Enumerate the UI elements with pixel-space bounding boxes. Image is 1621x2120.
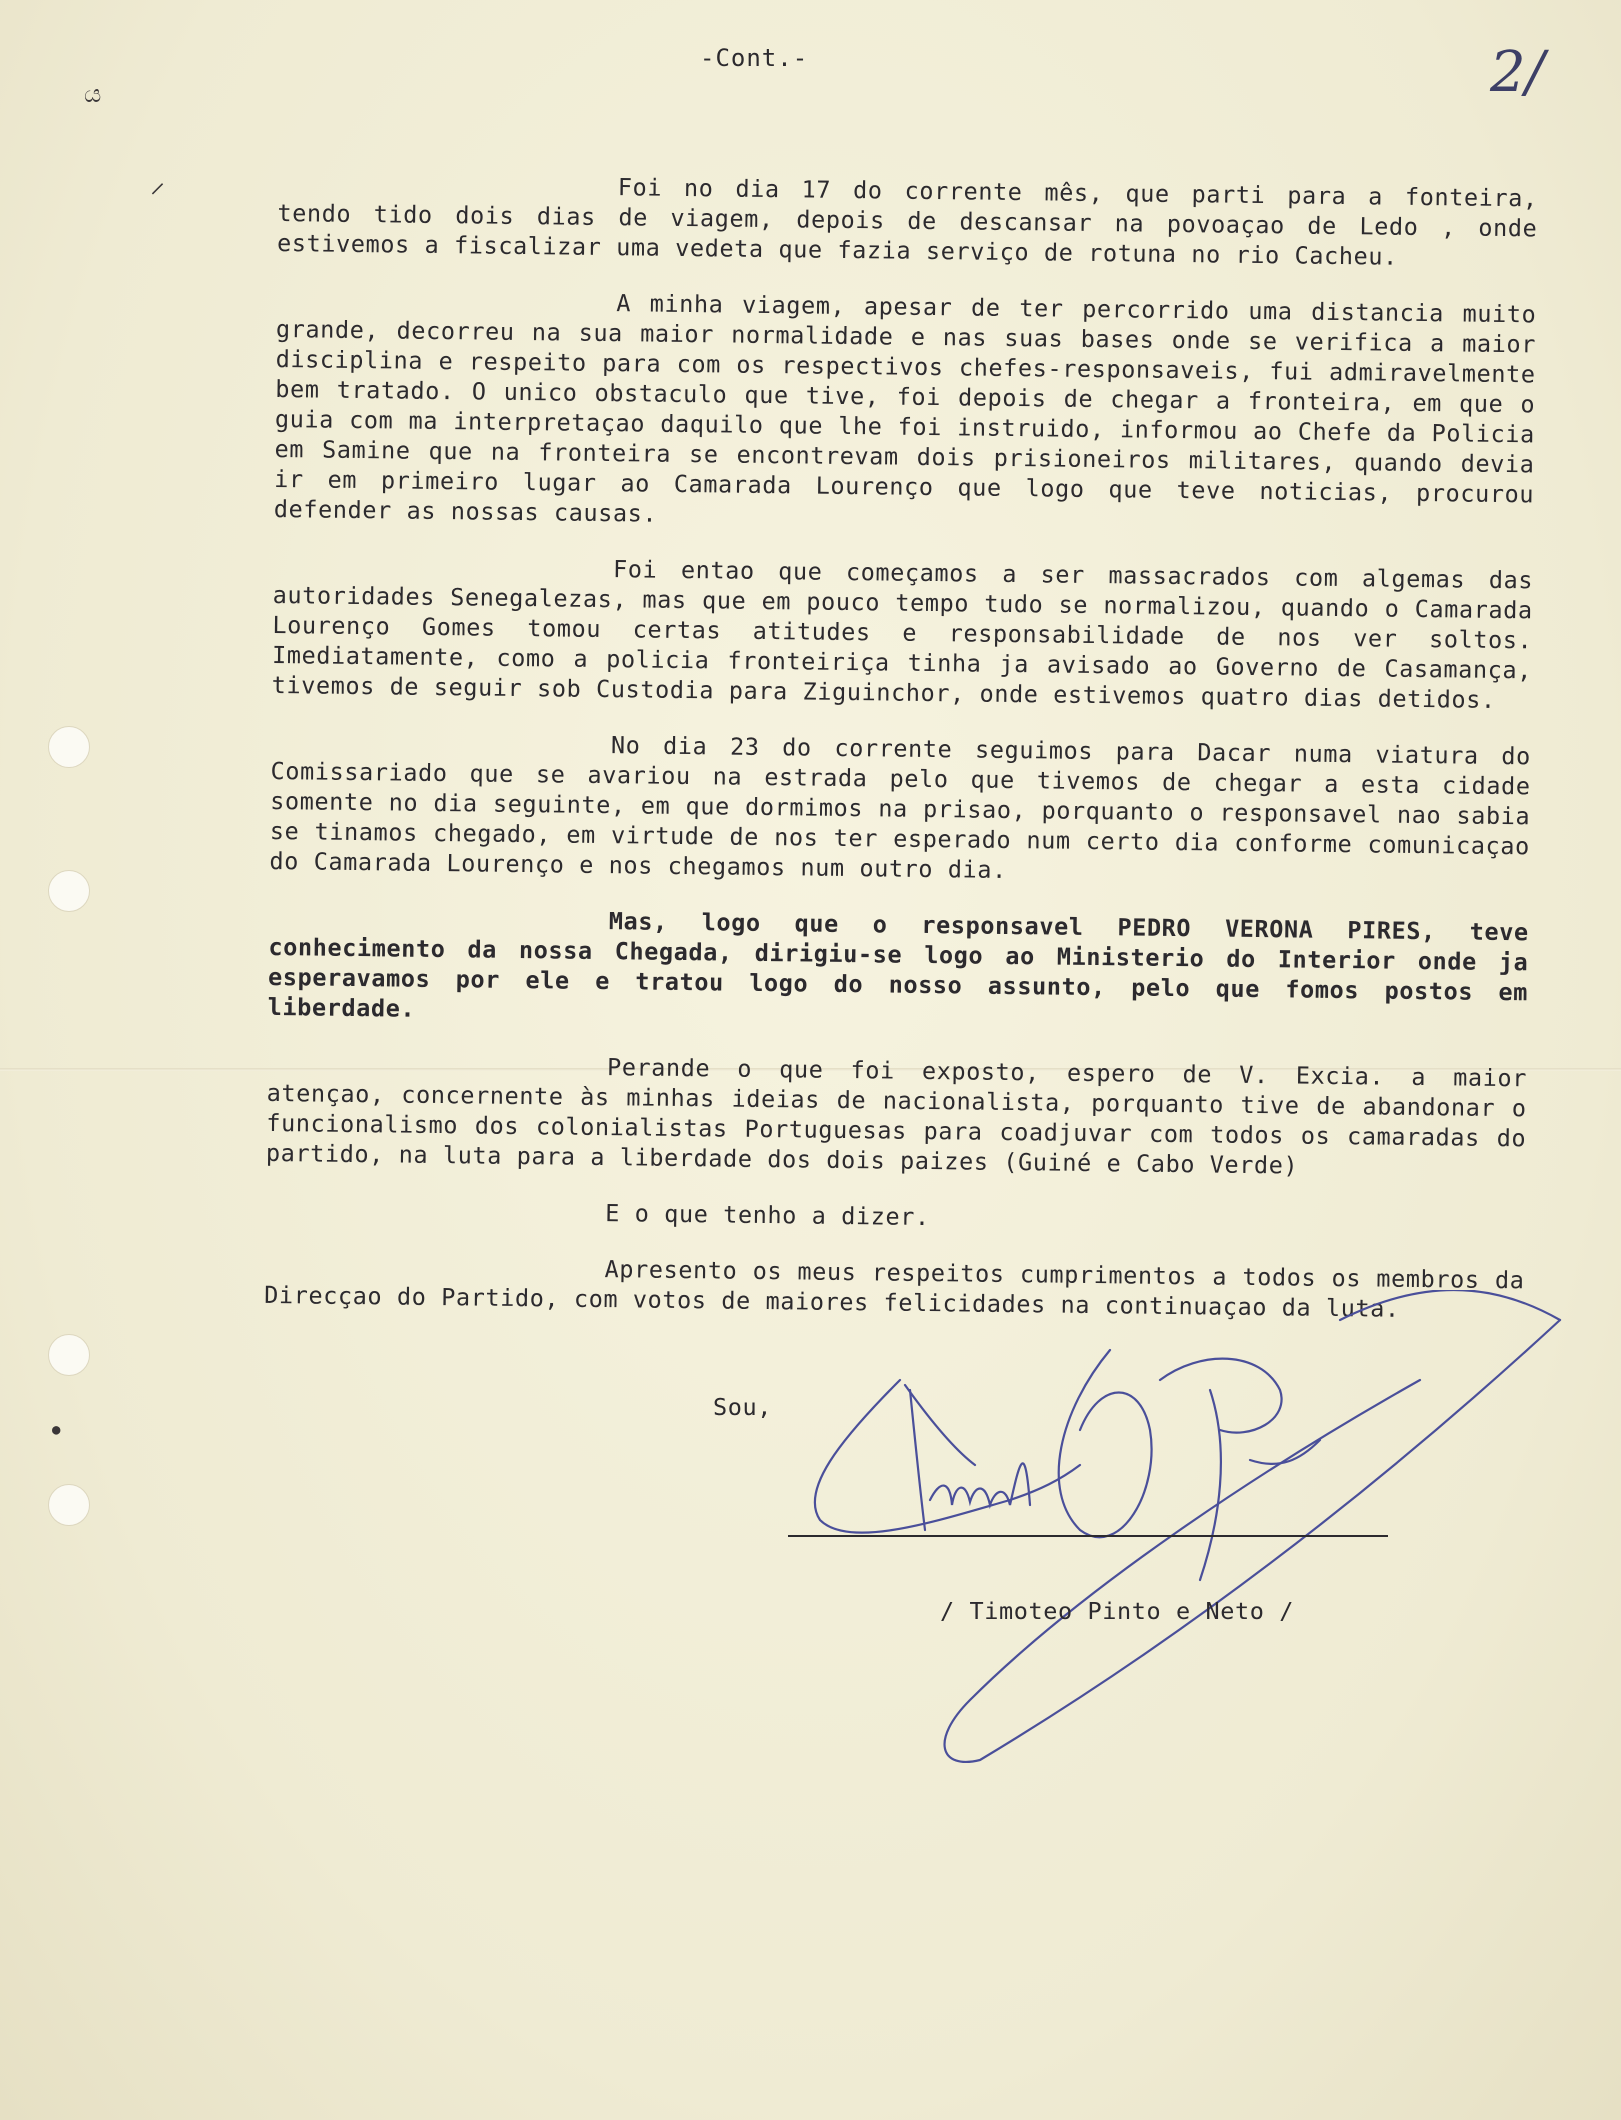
punch-hole <box>48 1334 90 1376</box>
paragraph: E o que tenho a dizer. <box>605 1199 930 1232</box>
page-number: 2/ <box>1490 40 1545 105</box>
paragraph: No dia 23 do corrente seguimos para Dacar numa viatura do Comissariado que se avariou na estrada pelo que tivemos de chegar a esta cidade somente no dia seguinte, em que dormimos na prisao, porquanto o responsavel nao sabia se tinamos chegado, em virtude de nos ter esperado num certo dia conforme comunicaçao do Camarada Lourenço e nos chegamos num outro dia. <box>269 731 1546 884</box>
ink-smudge: ය <box>84 80 102 108</box>
handwritten-signature <box>780 1290 1580 1770</box>
paragraph: Perande o que foi exposto, espero de V. Excia. a maior atençao, concernente às minhas ideias de nacionalista, porquanto tive de abandonar o funcionalismo dos colonialistas Portuguesas para coadjuvar com todos os camaradas do partido, na luta para a liberdade dos dois paizes (Guiné e Cabo Verde) <box>265 1053 1542 1180</box>
signature-line <box>788 1535 1388 1537</box>
ink-mark: ⸝ <box>150 165 165 200</box>
continuation-header: -Cont.- <box>700 44 809 72</box>
ink-dot: ● <box>52 1422 61 1438</box>
closing-salutation: Sou, <box>713 1393 772 1421</box>
punch-hole <box>48 870 90 912</box>
signatory-name: / Timoteo Pinto e Neto / <box>940 1597 1294 1625</box>
paragraph: A minha viagem, apesar de ter percorrido uma distancia muito grande, decorreu na sua maior normalidade e nas suas bases onde se verifica a maior disciplina e respeito para com os respectivos chefes-responsaveis, fui admiravelmente bem tratado. O unico obstaculo que tive, foi depois de chegar a fronteira, em que o guia com ma interpretaçao daquilo que lhe foi instruido, informou ao Chefe da Policia em Samine que na fronteira se encontrevam dois prisioneiros militares, quando devia ir em primeiro lugar ao Camarada Lourenço que logo que teve noticias, procurou defender as nossas causas. <box>273 289 1552 528</box>
paragraph: Foi no dia 17 do corrente mês, que parti para a fonteira, tendo tido dois dias de viagem, depois de descansar na povoaçao de Ledo , onde estivemos a fiscalizar uma vedeta que fazia serviço de rotuna no rio Cacheu. <box>276 173 1553 271</box>
punch-hole <box>48 726 90 768</box>
paragraph: Foi entao que começamos a ser massacrados com algemas das autoridades Senegalezas, mas que em pouco tempo tudo se normalizou, quando o Camarada Lourenço Gomes tomou certas atitudes e responsabilidade de nos ver soltos. Imediatamente, como a policia fronteiriça tinha ja avisado ao Governo de Casamança, tivemos de seguir sob Custodia para Ziguinchor, onde estivemos quatro dias detidos. <box>271 555 1548 714</box>
letter-body <box>264 168 1553 1351</box>
paragraph: Apresento os meus respeitos cumprimentos a todos os membros da Direcçao do Partido, com votos de maiores felicidades na continuaçao da luta. <box>264 1255 1540 1323</box>
punch-hole <box>48 1484 90 1526</box>
paragraph: Mas, logo que o responsavel PEDRO VERONA PIRES, teve conhecimento da nossa Chegada, dirigiu-se logo ao Ministerio do Interior onde ja esperavamos por ele e tratou logo do nosso assunto, pelo que fomos postos em liberdade. <box>267 907 1544 1023</box>
